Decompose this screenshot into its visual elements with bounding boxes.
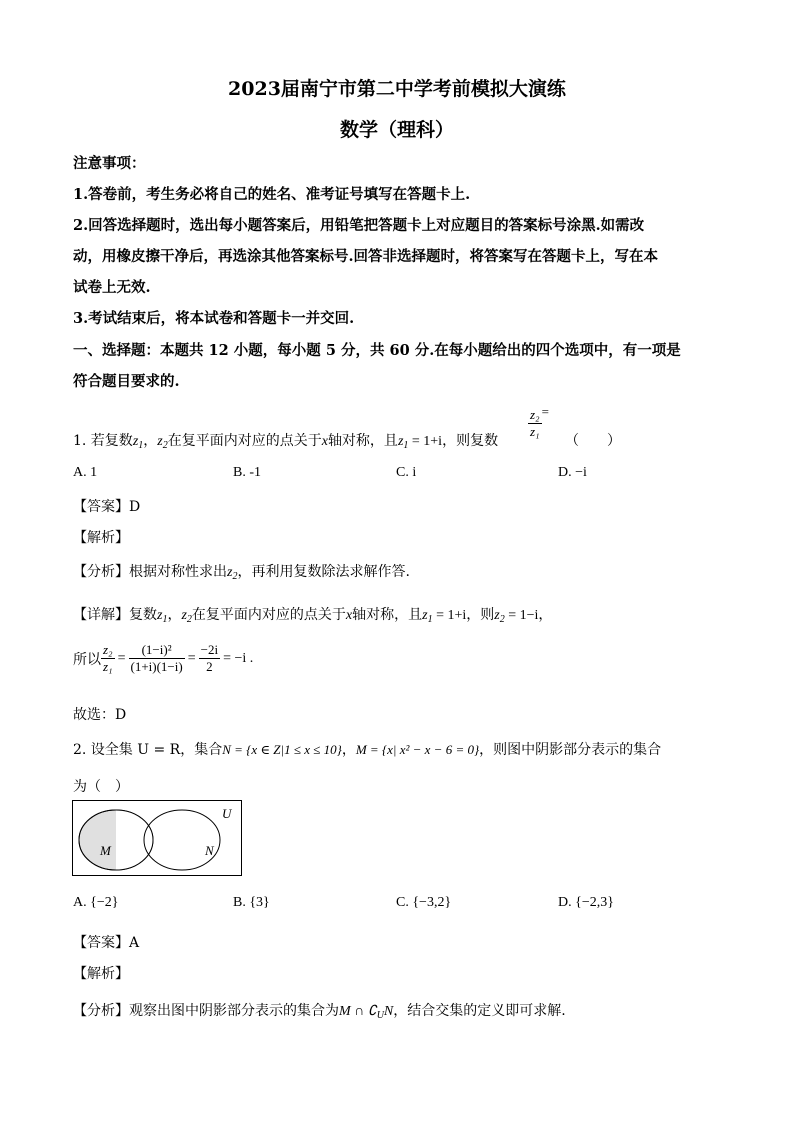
q1-stem (73, 430, 498, 451)
venn-diagram (72, 800, 242, 876)
venn-label-m: M (100, 843, 111, 858)
q2-set-n: N = {x ∈ Z|1 ≤ x ≤ 10} (222, 742, 342, 757)
q2-option-d: D. {−2,3} (558, 895, 614, 910)
q1-fraction (528, 404, 549, 440)
q2-fenxi-expr: M ∩ $∁_UN$ (339, 1004, 394, 1021)
q1-detail-x: x (345, 608, 353, 623)
q2-stem-line-2: 为（ ） (73, 779, 129, 795)
q1-detail-comma: ， (167, 607, 182, 623)
q1-x: x (321, 434, 328, 449)
q1-detail-text-a: 复数 (129, 607, 157, 623)
q1-z1: $z_1$ (132, 434, 144, 451)
q1-frac-eq: = (541, 404, 549, 419)
exam-title: 2023届南宁市第二中学考前模拟大演练 (228, 78, 566, 100)
q1-answer: 【答案】D (73, 499, 141, 515)
q1-detail-text-d: ，则 (466, 607, 495, 623)
q1-detail-z2-eq: $z_2 = 1-i$ (494, 608, 539, 625)
q2-stem-a: 2. 设全集 U = R，集合 (73, 742, 223, 758)
q1-calc-den-1: z₁ (103, 659, 113, 674)
q1-detail-label: 【详解】 (73, 607, 129, 623)
q2-stem-b: ， (341, 742, 356, 758)
notice-heading: 注意事项： (73, 155, 146, 172)
q1-stem-mid: 在复平面内对应的点关于 (167, 433, 322, 449)
q1-stem-cond: 轴对称，且 (327, 433, 398, 449)
q1-calc-num-2: (1−i)² (129, 642, 185, 659)
q1-detail-text-b: 在复平面内对应的点关于 (191, 607, 346, 623)
q1-calc-num-3: −2i (200, 642, 219, 657)
q1-fenxi-z2: $z_2$ (227, 565, 238, 582)
q1-fenxi-text-a: 根据对称性求出 (129, 564, 227, 580)
q1-fenxi-text-b: ，再利用复数除法求解作答. (237, 564, 410, 580)
q2-fenxi-text-b: ，结合交集的定义即可求解. (393, 1003, 566, 1019)
q1-calculation (73, 642, 253, 675)
venn-label-u: U (222, 806, 232, 821)
q1-option-c: C. i (396, 465, 417, 480)
q1-answer-paren: （ ） (565, 433, 621, 449)
q1-calc-den-3: 2 (206, 659, 213, 674)
q1-stem-prefix: 1. 若复数 (73, 433, 133, 449)
q2-option-a: A. {−2} (73, 895, 119, 910)
q1-detail-z2: $z_2$ (181, 608, 192, 625)
q1-detail-text-e: ， (538, 607, 553, 623)
q1-calc-eq-1: = (117, 650, 126, 666)
q2-option-b: B. {3} (233, 895, 270, 910)
q1-option-a: A. 1 (73, 465, 98, 480)
q1-choose: 故选：D (73, 707, 127, 723)
q1-calc-eq-2: = (187, 650, 196, 666)
notice-item-2-line-3: 试卷上无效. (73, 279, 151, 296)
q1-detail-text-c: 轴对称，且 (352, 607, 423, 623)
q1-detail (73, 604, 552, 625)
q2-stem (73, 739, 661, 759)
q1-detail-z1: $z_1$ (157, 608, 168, 625)
q1-detail-z1-eq: $z_1 = 1+i$ (422, 608, 467, 625)
q1-calc-den-2: (1+i)(1−i) (130, 659, 183, 674)
q1-so-label: 所以 (73, 651, 101, 668)
q2-fenxi-text-a: 观察出图中阴影部分表示的集合为 (129, 1003, 339, 1019)
exam-subtitle: 数学（理科） (339, 119, 454, 141)
section-heading-line-1: 一、选择题：本题共 12 小题，每小题 5 分，共 60 分.在每小题给出的四个选项中，有一项是 (73, 342, 681, 359)
section-heading-line-2: 符合题目要求的. (73, 373, 180, 390)
q2-analysis-label: 【解析】 (73, 966, 129, 982)
notice-item-1: 1.答卷前，考生务必将自己的姓名、准考证号填写在答题卡上. (73, 186, 471, 203)
q1-frac-den: z₁ (530, 424, 540, 439)
q1-option-b: B. -1 (233, 465, 261, 480)
q2-stem-c: ，则图中阴影部分表示的集合 (479, 742, 662, 758)
q1-calc-tail: = −i . (223, 650, 254, 666)
notice-item-2-line-2: 动，用橡皮擦干净后，再选涂其他答案标号.回答非选择题时，将答案写在答题卡上，写在本 (73, 248, 659, 265)
q2-fenxi (73, 1000, 566, 1021)
q2-answer: 【答案】A (73, 935, 140, 951)
q2-option-c: C. {−3,2} (396, 895, 452, 910)
q1-fenxi (73, 561, 410, 582)
q1-stem-ask: ，则复数 (442, 433, 499, 449)
q1-frac-num: z₂ (530, 407, 540, 422)
q2-set-m: M = {x| x² − x − 6 = 0} (355, 742, 480, 757)
q1-z2: $z_2$ (157, 434, 168, 451)
notice-item-2-line-1: 2.回答选择题时，选出每小题答案后，用铅笔把答题卡上对应题目的答案标号涂黑.如需改 (73, 217, 645, 234)
q2-fenxi-label: 【分析】 (73, 1003, 129, 1019)
q1-z1-eq: $z_1 = 1+i$ (397, 434, 443, 451)
notice-item-3: 3.考试结束后，将本试卷和答题卡一并交回. (73, 310, 355, 327)
q1-analysis-label: 【解析】 (73, 530, 129, 546)
q1-fenxi-label: 【分析】 (73, 564, 129, 580)
q1-option-d: D. −i (558, 465, 587, 480)
q1-calc-num-1: z₂ (103, 642, 113, 657)
q1-comma: ， (143, 433, 158, 449)
venn-label-n: N (205, 843, 214, 858)
